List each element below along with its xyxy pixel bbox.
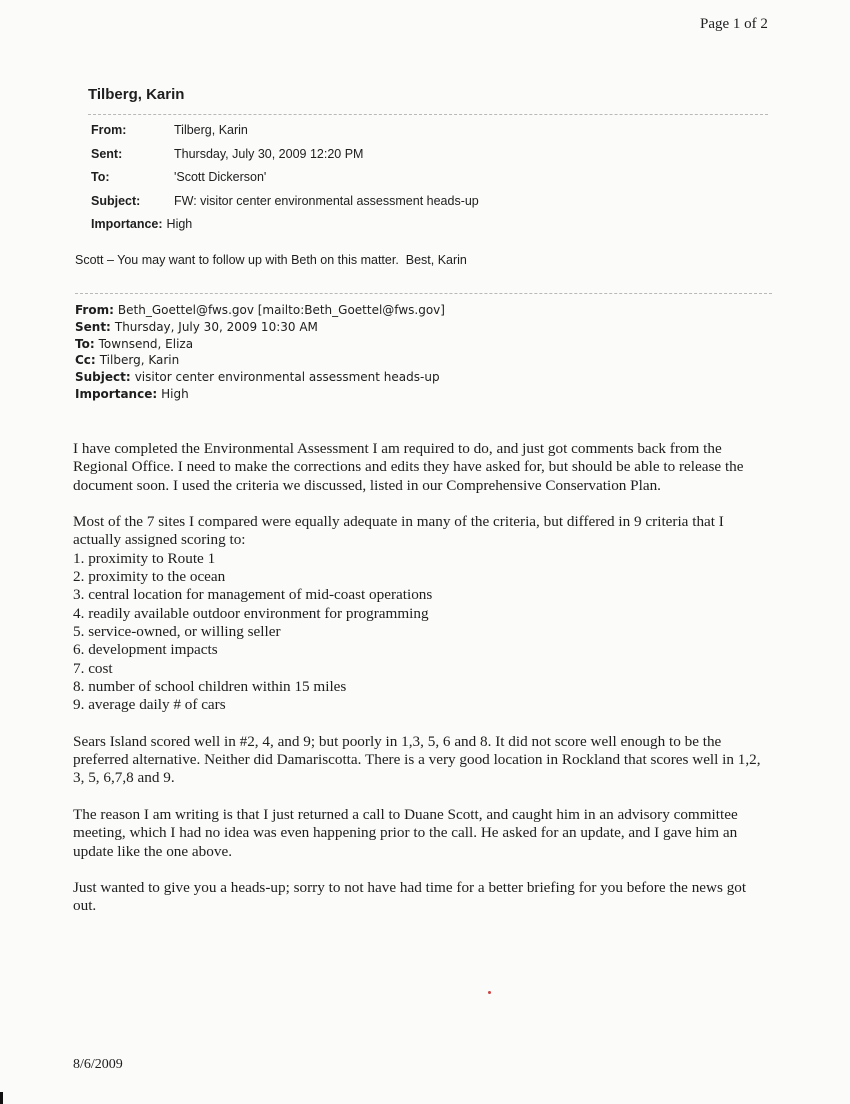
scan-speck	[488, 991, 491, 994]
header-value: visitor center environmental assessment heads-up	[134, 370, 440, 385]
list-item: 1. proximity to Route 1	[73, 549, 216, 567]
body-paragraph: I have completed the Environmental Assessment I am required to do, and just got comments back from the Regional Office. I need to make the corrections and edits they have asked for, but should be able to release the document soon. I used the criteria we discussed, listed in our Comprehensive Conservation Plan.	[73, 440, 744, 494]
list-item: 5. service-owned, or willing seller	[73, 622, 281, 640]
list-item: 3. central location for management of mid-coast operations	[73, 586, 433, 604]
list-item: 7. cost	[73, 659, 113, 677]
body-paragraph: Just wanted to give you a heads-up; sorry to not have had time for a better briefing for you before the news got out.	[73, 879, 747, 915]
header-value: Tilberg, Karin	[174, 123, 248, 137]
orig-row-cc	[75, 352, 445, 369]
email-header-original	[75, 302, 445, 403]
orig-row-sent	[75, 319, 445, 336]
orig-row-to	[75, 336, 445, 353]
email-body	[73, 440, 773, 934]
header-label: Subject:	[91, 193, 141, 208]
header-value: FW: visitor center environmental assessment heads-up	[174, 193, 479, 208]
body-paragraph: Most of the 7 sites I compared were equally adequate in many of the criteria, but differed in 9 criteria that I actually assigned scoring to:	[73, 513, 724, 549]
header-value: Thursday, July 30, 2009 12:20 PM	[174, 146, 364, 161]
body-paragraph: The reason I am writing is that I just returned a call to Duane Scott, and caught him in an advisory committee meeting, which I had no idea was even happening prior to the call. He asked for an update, and I gave him an update like the one above.	[73, 805, 738, 860]
header-divider	[88, 114, 768, 115]
email-header-outer	[91, 123, 479, 241]
list-item: 9. average daily # of cars	[73, 696, 226, 714]
header-value: Townsend, Eliza	[98, 336, 194, 351]
header-label: From:	[91, 123, 127, 137]
header-value: Beth_Goettel@fws.gov [mailto:Beth_Goettel@fws.gov]	[117, 303, 445, 317]
header-row-to	[91, 170, 479, 194]
forward-divider	[75, 293, 772, 294]
header-label: Subject:	[75, 370, 131, 385]
forward-note: Scott – You may want to follow up with Beth on this matter. Best, Karin	[75, 253, 467, 267]
list-item: 4. readily available outdoor environment for programming	[73, 604, 429, 622]
header-label: To:	[75, 336, 95, 351]
orig-row-subject	[75, 369, 445, 386]
list-item: 2. proximity to the ocean	[73, 568, 226, 586]
header-label: Cc:	[75, 353, 96, 368]
header-value: 'Scott Dickerson'	[174, 170, 267, 184]
footer-date: 8/6/2009	[73, 1057, 123, 1072]
orig-row-importance	[75, 386, 445, 403]
criteria-list	[73, 550, 773, 715]
scan-edge-mark	[0, 1092, 3, 1104]
header-label: Importance:	[91, 217, 163, 231]
page-number: Page 1 of 2	[700, 16, 768, 32]
list-item: 8. number of school children within 15 miles	[73, 677, 347, 695]
header-label: Importance:	[75, 386, 158, 401]
header-label: Sent:	[75, 319, 111, 334]
sender-name: Tilberg, Karin	[88, 86, 185, 103]
header-value: Thursday, July 30, 2009 10:30 AM	[114, 319, 318, 334]
list-item: 6. development impacts	[73, 641, 218, 659]
header-label: From:	[75, 303, 114, 317]
header-row-importance	[91, 217, 479, 241]
orig-row-from	[75, 302, 445, 319]
header-value: Tilberg, Karin	[99, 353, 180, 368]
header-label: Sent:	[91, 146, 123, 161]
header-row-from	[91, 123, 479, 147]
header-value: High	[166, 217, 193, 231]
header-value: High	[161, 386, 189, 401]
body-paragraph: Sears Island scored well in #2, 4, and 9; but poorly in 1,3, 5, 6 and 8. It did not score well enough to be the preferred alternative. Neither did Damariscotta. There is a very good location in Rockland that scores well in 1,2, 3, 5, 6,7,8 and 9.	[73, 732, 761, 787]
header-row-subject	[91, 194, 479, 218]
header-label: To:	[91, 170, 110, 184]
header-row-sent	[91, 147, 479, 171]
